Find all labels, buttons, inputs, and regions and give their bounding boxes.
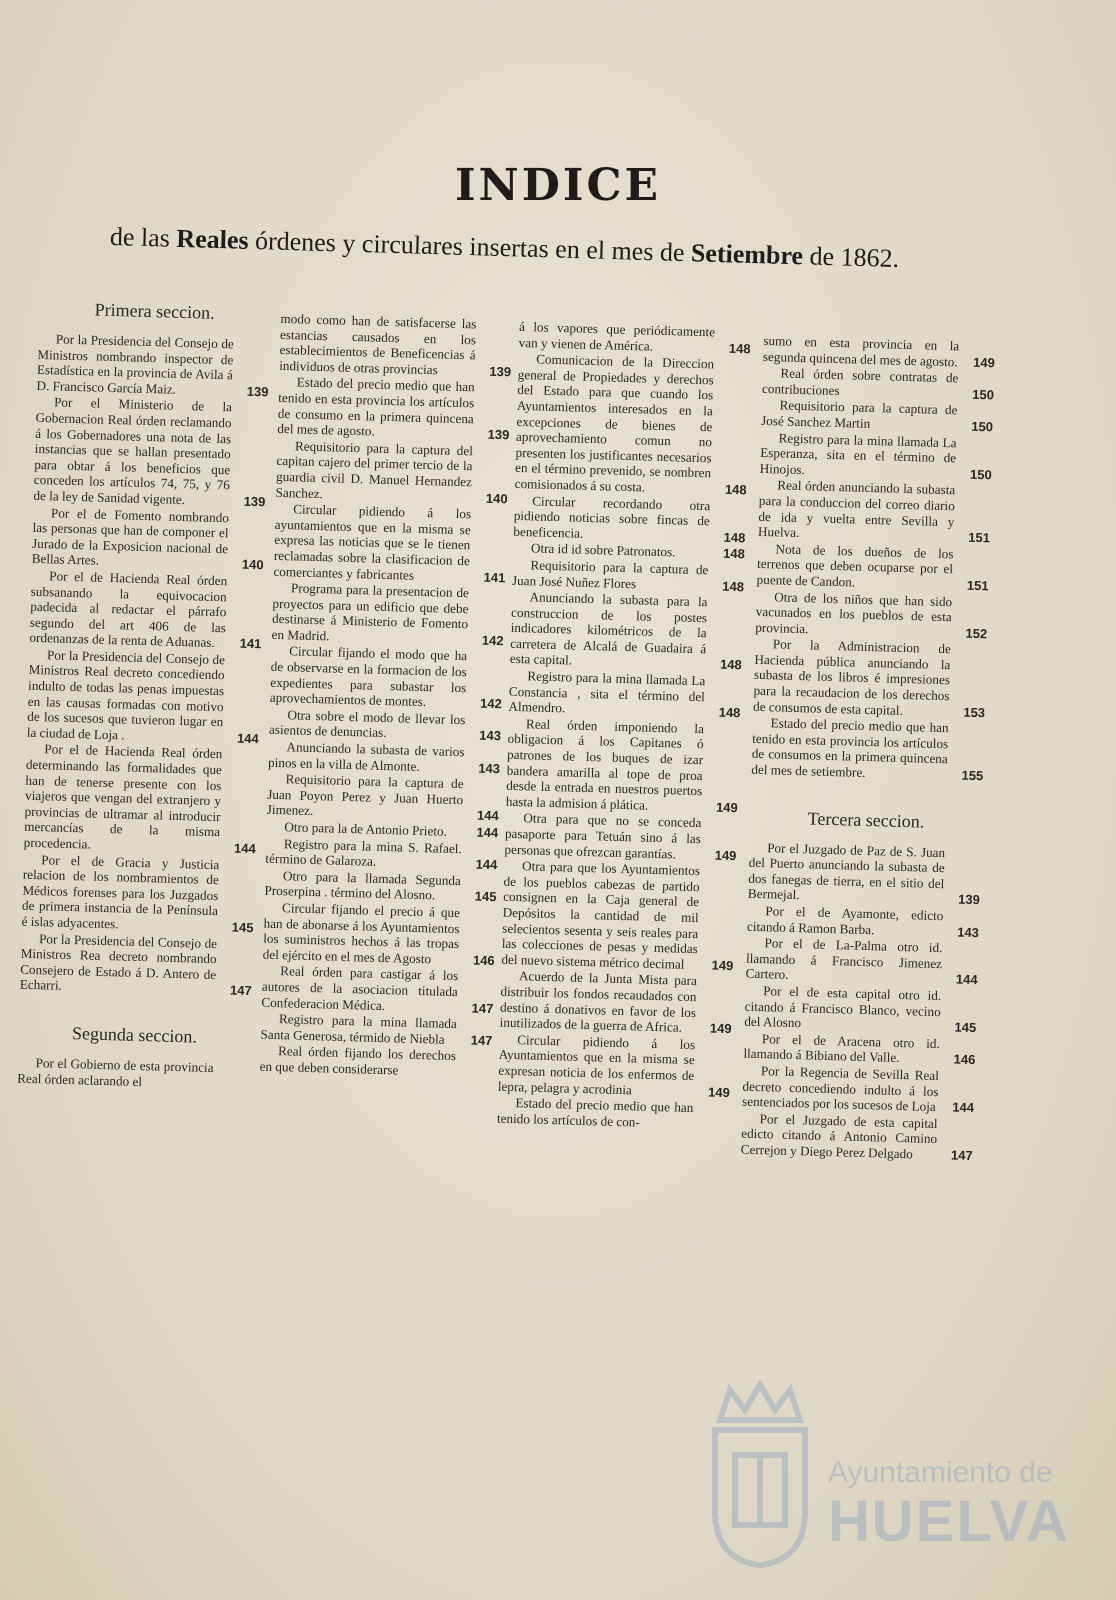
entry-page-number: 140 (485, 490, 508, 506)
index-entry (515, 351, 751, 498)
index-entry (756, 541, 989, 594)
entry-text: Real órden sobre contratas de contribuciones (761, 365, 959, 398)
entry-page-number: 148 (724, 481, 747, 498)
entry-page-number: 146 (472, 952, 495, 968)
index-entry (263, 900, 497, 969)
entry-text: Circular fijando el precio á que han de abonarse á los Ayuntamientos los suministros hechos á las tropas del ejército en el mes de Agosto (262, 900, 461, 967)
index-title: INDICE (454, 160, 662, 211)
watermark-line-1: Ayuntamiento de (828, 1456, 1053, 1489)
entry-page-number: 141 (239, 635, 262, 652)
column-4 (741, 333, 996, 1165)
index-entry (265, 835, 498, 873)
entry-text: Circular pidiendo á los Ayuntamientos que en la misma se expresan noticia de los enfermos de lepra, pelagra y acrodinia (497, 1031, 696, 1097)
index-entry (277, 374, 511, 443)
entry-page-number: 146 (953, 1051, 976, 1068)
column-3 (497, 319, 751, 1133)
entry-page-number: 150 (969, 466, 992, 483)
entry-text: Otro para la llamada Segunda Proserpina . término del Alosno. (264, 867, 462, 903)
index-entry (762, 365, 995, 403)
index-entry (270, 643, 504, 712)
index-entry (260, 1011, 493, 1049)
entry-text: Por la Presidencia del Consejo de Ministros Rea decreto nombrando Consejero de Estado á D. Antero de Echarri. (19, 930, 218, 994)
coat-of-arms-icon (700, 1380, 820, 1570)
index-entry (501, 858, 736, 974)
entry-page-number: 143 (957, 924, 980, 940)
entry-page-number: 139 (487, 426, 510, 443)
entry-page-number: 144 (476, 807, 499, 824)
entry-text: Por el Juzgado de esta capital edicto citando á Antonio Camino Cerrejon y Diego Perez Delgado (740, 1110, 938, 1162)
entry-page-number: 139 (957, 891, 981, 908)
entry-page-number: 151 (966, 577, 989, 594)
index-entry (741, 1110, 974, 1163)
index-entry (763, 333, 996, 371)
entry-page-number: 148 (719, 657, 742, 673)
entry-page-number: 148 (723, 529, 746, 546)
entry-text: sumo en esta provincia en la segunda quincena del mes de agosto. (762, 332, 960, 369)
entry-text: Por el de esta capital otro id. citando á Francisco Blanco, vecino del Alosno (744, 983, 942, 1031)
index-entry (506, 716, 741, 816)
entry-text: Por la Administracion de Hacienda pública anunciando la subasta de los libros é impresiones para la recaudacion de los derechos de consumos de esta capital. (752, 636, 952, 718)
entry-text: Otra para que no se conceda pasaporte para Tetuán sino á las personas que ofrezcan garantías. (504, 810, 702, 862)
entry-text: Real órden imponiendo la obligacion á los Capitanes ó patrones de los buques de izar bandera amarilla al tope de proa desde la entrada en nuestros puertos hasta la admision á plática. (505, 716, 705, 813)
entry-page-number: 139 (246, 383, 269, 400)
entry-text: Real órden anunciando la subasta para la conduccion del correo diario de ida y vuelta entre Sevilla y Huelva. (757, 477, 956, 541)
entry-text: Otra para que los Ayuntamientos de los pueblos cabezas de partido consignen en la Caja general de Depósitos la cantidad de mil selecientos sesenta y seis reales para las colecciones de pesas y medidas del nuevo sistema métrico decimal (501, 858, 701, 972)
entry-page-number: 145 (231, 919, 254, 936)
index-entry (36, 331, 270, 400)
entry-text: Acuerdo de la Junta Mista para distribuir los fondos recaudados con destino á donativos en favor de los inutilizados de la guerra de Africa. (499, 968, 698, 1035)
index-entry (745, 935, 978, 988)
entry-page-number (697, 1131, 729, 1132)
index-entry (755, 588, 988, 641)
index-entry (743, 1030, 976, 1068)
index-entry (504, 810, 737, 863)
entry-page-number: 149 (972, 354, 996, 370)
entry-text: Por el de Ayamonte, edicto citando á Ramon Barba. (746, 903, 944, 937)
entry-page-number: 150 (971, 418, 994, 435)
index-entry (261, 963, 494, 1016)
entry-page-number: 143 (479, 728, 502, 744)
ayuntamiento-watermark (700, 1380, 1070, 1580)
entry-page-number: 145 (474, 888, 497, 905)
entry-page-number: 140 (241, 556, 264, 573)
entry-page-number: 147 (229, 982, 252, 999)
entry-page-number: 144 (955, 971, 978, 988)
entry-page-number: 149 (711, 957, 734, 973)
index-entry (24, 741, 259, 857)
index-entry (498, 1031, 732, 1100)
entry-text: Comunicacion de la Direccion general de Propiedades y derechos del Estado para que cuando los Ayuntamientos interesados en la excepciones de bienes de aprovechamiento comun no presenten los justificantes necesarios en el término prevenido, se nombren comisionados á su costa. (514, 351, 715, 495)
entry-text: Estado del precio medio que han tenido los artículos de con- (496, 1095, 694, 1130)
entry-text: Por el de Aracena otro id. llamando á Bibiano del Valle. (743, 1030, 941, 1066)
entry-text: Requisitorio para la captura de Juan Poyon Perez y Juan Huerto Jimenez. (266, 771, 464, 819)
entry-page-number: 141 (483, 569, 506, 585)
entry-text: Estado del precio medio que han tenido en esta provincia los artículos de consumo en la primera quincena del mes de agosto. (277, 374, 475, 439)
index-entry (747, 903, 980, 941)
index-entry (267, 771, 500, 824)
entry-page-number (217, 1091, 249, 1092)
entry-page-number: 152 (965, 625, 988, 641)
entry-page-number: 139 (489, 363, 512, 380)
entry-page-number: 150 (972, 386, 995, 403)
entry-text: Anunciando la subasta para la construccion de los postes indicadores kilométricos de la carretera de Alcalá de Guadaira á esta capital. (509, 589, 708, 668)
index-entry (264, 867, 497, 905)
entry-text: Otra de los niños que han sido vacunados en los pueblos de esta provincia. (755, 588, 953, 636)
entry-text: Registro para la mina llamada Santa Generosa, térmido de Niebla (260, 1011, 458, 1047)
entry-text: Otra sobre el modo de llevar los asientos de denuncias. (268, 707, 466, 741)
index-entry (275, 438, 509, 507)
entry-text: Por la Presidencia del Consejo de Ministros Real decreto concediendo indulto de todas las penas impuestas en las causas formadas con motivo de los sucesos que tuvieron lugar en la ciudad de Loja . (26, 647, 226, 743)
entry-text: Por el Ministerio de la Gobernacion Real órden reclamando á los Gobernadores una nota de las instancias que se hallan presentado para obtar á los beneficios que conceden los artículos 74, 75, y 76 de la ley de Sanidad vigente. (33, 394, 233, 508)
entry-page-number: 144 (233, 840, 256, 857)
section-heading-primera: Primera seccion. (94, 299, 215, 323)
entry-page-number: 149 (714, 847, 737, 863)
index-entry (753, 636, 987, 720)
entry-page-number: 147 (470, 1032, 493, 1048)
index-entry (27, 647, 262, 747)
entry-text: Por el de Gracia y Justicia relacion de los nombramientos de Médicos forenses para los Juzgados de primera instancia de la Península é islas adyacentes. (21, 851, 220, 932)
index-entry (268, 739, 501, 777)
entry-page-number (459, 1080, 491, 1081)
entry-page-number: 149 (715, 799, 738, 816)
entry-text: Por el Gobierno de esta provincia Real órden aclarando el (17, 1055, 214, 1089)
entry-text: Registro para la mina S. Rafael. término de Galaroza. (265, 835, 462, 869)
entry-text: Programa para la presentacion de proyectos para un edificio que debe destinarse á Ministerio de Fomento en Madrid. (271, 580, 470, 644)
index-entry (269, 707, 502, 745)
section-heading-segunda: Segunda seccion. (71, 1023, 198, 1047)
entry-text: Requisitorio para la captura del capitan cajero del primer tercio de la guardia civil D. Manuel Hernandez Sanchez. (275, 438, 474, 501)
index-entry (271, 580, 505, 649)
entry-text: Registro para la mina llamada La Esperanza, sita en el término de Hinojos. (759, 429, 957, 477)
index-entry (758, 477, 992, 546)
entry-page-number: 149 (707, 1083, 731, 1100)
entry-text: Nota de los dueños de los terrenos que deben ocuparse por el puente de Candon. (756, 541, 954, 590)
entry-page-number: 143 (478, 760, 501, 776)
entry-text: modo como han de satisfacerse las estancias causados en los establecimientos de Beneficencias á individuos de otras provincias (278, 310, 477, 378)
index-entry (760, 429, 993, 482)
entry-page-number: 144 (236, 730, 259, 747)
entry-text: Por el de La-Palma otro id. llamando á Francisco Jimenez Cartero. (745, 935, 943, 983)
entry-page-number: 145 (954, 1019, 977, 1036)
entry-text: Por el de Hacienda Real órden subsanando la equivocacion padecida al redactar el párrafo segundo del art 406 de las ordenanzas de la renta de Aduanas. (29, 568, 228, 651)
section-heading-tercera: Tercera seccion. (807, 807, 925, 832)
entry-page-number: 147 (950, 1147, 973, 1163)
index-entry (273, 501, 507, 585)
index-entry (17, 1055, 250, 1093)
index-entry (518, 319, 751, 357)
index-entry (510, 589, 744, 673)
entry-page-number: 144 (952, 1099, 975, 1116)
column-1 (17, 293, 271, 1093)
entry-text: Estado del precio medio que han tenido en esta provincia los artículos de consumos en la primera quincena del mes de setiembre. (751, 715, 949, 780)
entry-text: Requisitorio para la captura de José Sanchez Martin (760, 397, 958, 431)
entry-page-number: 147 (471, 1000, 494, 1016)
entry-text: Por el de Fomento nombrando las personas que han de componer el Jurado de la Exposicion nacional de Bellas Artes. (31, 504, 230, 569)
index-entry (512, 557, 745, 595)
entry-text: Requisitorio para la captura de Juan José Nuñez Flores (511, 557, 709, 591)
watermark-line-2: HUELVA (828, 1489, 1070, 1554)
entry-page-number: 155 (961, 767, 984, 784)
index-entry (33, 394, 268, 510)
entry-page-number: 144 (475, 856, 498, 873)
index-entry (499, 968, 733, 1037)
entry-page-number: 153 (963, 704, 986, 720)
entry-page-number: 144 (476, 824, 499, 841)
entry-page-number: 151 (968, 529, 991, 546)
entry-text: Por la Presidencia del Consejo de Ministros nombrando inspector de Estadística en la provincia de Avila á D. Francisco García Maiz. (36, 331, 234, 397)
entry-page-number: 148 (722, 578, 745, 594)
entry-text: Otra id id sobre Patronatos. (530, 540, 676, 560)
index-entry (513, 492, 746, 545)
entry-page-number: 148 (728, 340, 751, 356)
index-entry (744, 983, 977, 1036)
index-entry (20, 930, 254, 999)
entry-text: Real órden para castigar á los autores de la asociacion titulada Confederacion Médica. (261, 963, 459, 1013)
index-entry (497, 1095, 730, 1133)
entry-page-number: 149 (709, 1020, 732, 1037)
entry-page-number: 142 (481, 632, 504, 649)
entry-text: Registro para la mina llamada La Constancia , sita el término del Almendro. (508, 668, 706, 716)
index-subtitle: de las Reales órdenes y circulares insertas en el mes de Setiembre de 1862. (109, 222, 900, 274)
entry-text: Circular pidiendo á los ayuntamientos que en la misma se expresa las noticias que se le tienen reclamadas sobre la clasificacion de comerciantes y fabricantes (273, 501, 472, 583)
entry-text: Circular fijando el modo que ha de observarse en la formacion de los expedientes para subastar los aprovechamientos de montes. (269, 643, 468, 710)
entry-text: á los vapores que periódicamente van y vienen de América. (518, 318, 716, 354)
entry-text: Otro para la de Antonio Prieto. (284, 819, 448, 839)
entry-text: Por el de Hacienda Real órden determinando las formalidades que han de tenerse presente con los viajeros que vengan del extranjero y provincias de ultramar al introducir mercancías de la misma procedencia. (23, 741, 223, 852)
entry-page-number: 148 (722, 546, 746, 562)
entry-page-number: 142 (479, 695, 503, 712)
index-entry (21, 851, 255, 935)
index-entry (31, 504, 265, 573)
column-2 (259, 311, 512, 1082)
index-entry (259, 1043, 492, 1081)
index-entry (748, 839, 982, 908)
entry-text: Por la Regencia de Sevilla Real decreto concediendo indulto á los sentenciados por los sucesos de Loja (741, 1063, 940, 1115)
entry-text: Por el Juzgado de Paz de S. Juan del Puerto anunciando la subasta de dos fanegas de tierra, en el sitio del Bermejal. (747, 839, 946, 903)
entry-text: Anunciando la subasta de varios pinos en la villa de Almonte. (267, 739, 465, 774)
index-entry (751, 715, 985, 784)
entry-text: Real órden fijando los derechos en que deben considerarse (259, 1043, 457, 1078)
index-entry (279, 311, 513, 380)
index-entry (742, 1063, 975, 1116)
entry-page-number: 148 (718, 704, 741, 721)
index-entry (761, 397, 994, 435)
index-entry (29, 568, 263, 652)
entry-text: Circular recordando otra pidiendo noticias sobre fincas de beneficencia. (513, 492, 711, 541)
index-entry (508, 668, 741, 721)
entry-page-number: 139 (243, 493, 266, 510)
